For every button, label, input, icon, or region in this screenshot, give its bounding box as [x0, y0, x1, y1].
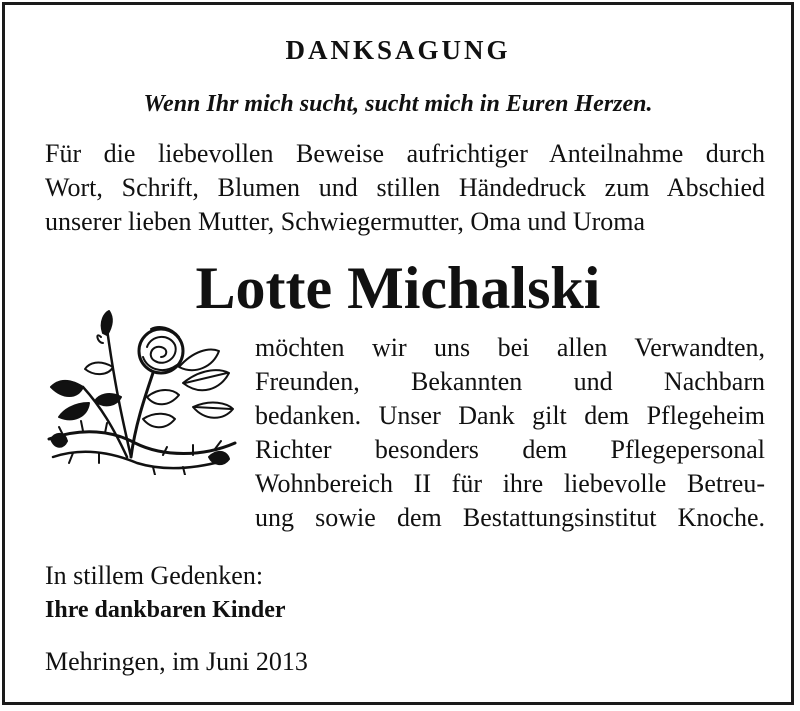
thanks-paragraph — [255, 331, 765, 535]
thanks-line: ung sowie dem Bestattungsinstitut Knoche. — [255, 503, 765, 532]
thanks-line: bedanken. Unser Dank gilt dem Pflegeheim — [255, 401, 765, 430]
intro-line: Für die liebevollen Beweise aufrichtiger Anteilnahme durch — [45, 139, 765, 168]
notice-motto: Wenn Ihr mich sucht, sucht mich in Euren Herzen. — [143, 91, 653, 117]
rose-icon — [43, 307, 239, 475]
place-and-date: Mehringen, im Juni 2013 — [45, 647, 308, 676]
thanks-line: möchten wir uns bei allen Verwandten, — [255, 333, 765, 362]
closing-phrase: In stillem Gedenken: — [45, 561, 264, 590]
intro-line: Wort, Schrift, Blumen und stillen Händedruck zum Abschied — [45, 173, 765, 202]
signature: Ihre dankbaren Kinder — [45, 597, 286, 623]
notice-heading: DANKSAGUNG — [285, 35, 511, 65]
intro-line: unserer lieben Mutter, Schwiegermutter, Oma und Uroma — [45, 207, 646, 236]
thanks-line: Freunden, Bekannten und Nachbarn — [255, 367, 765, 396]
obituary-notice-frame — [2, 2, 794, 705]
deceased-name: Lotte Michalski — [195, 255, 601, 321]
thanks-line: Wohnbereich II für ihre liebevolle Betreu- — [255, 469, 765, 498]
thanks-line: Richter besonders dem Pflegepersonal — [255, 435, 765, 464]
intro-paragraph — [45, 137, 765, 239]
